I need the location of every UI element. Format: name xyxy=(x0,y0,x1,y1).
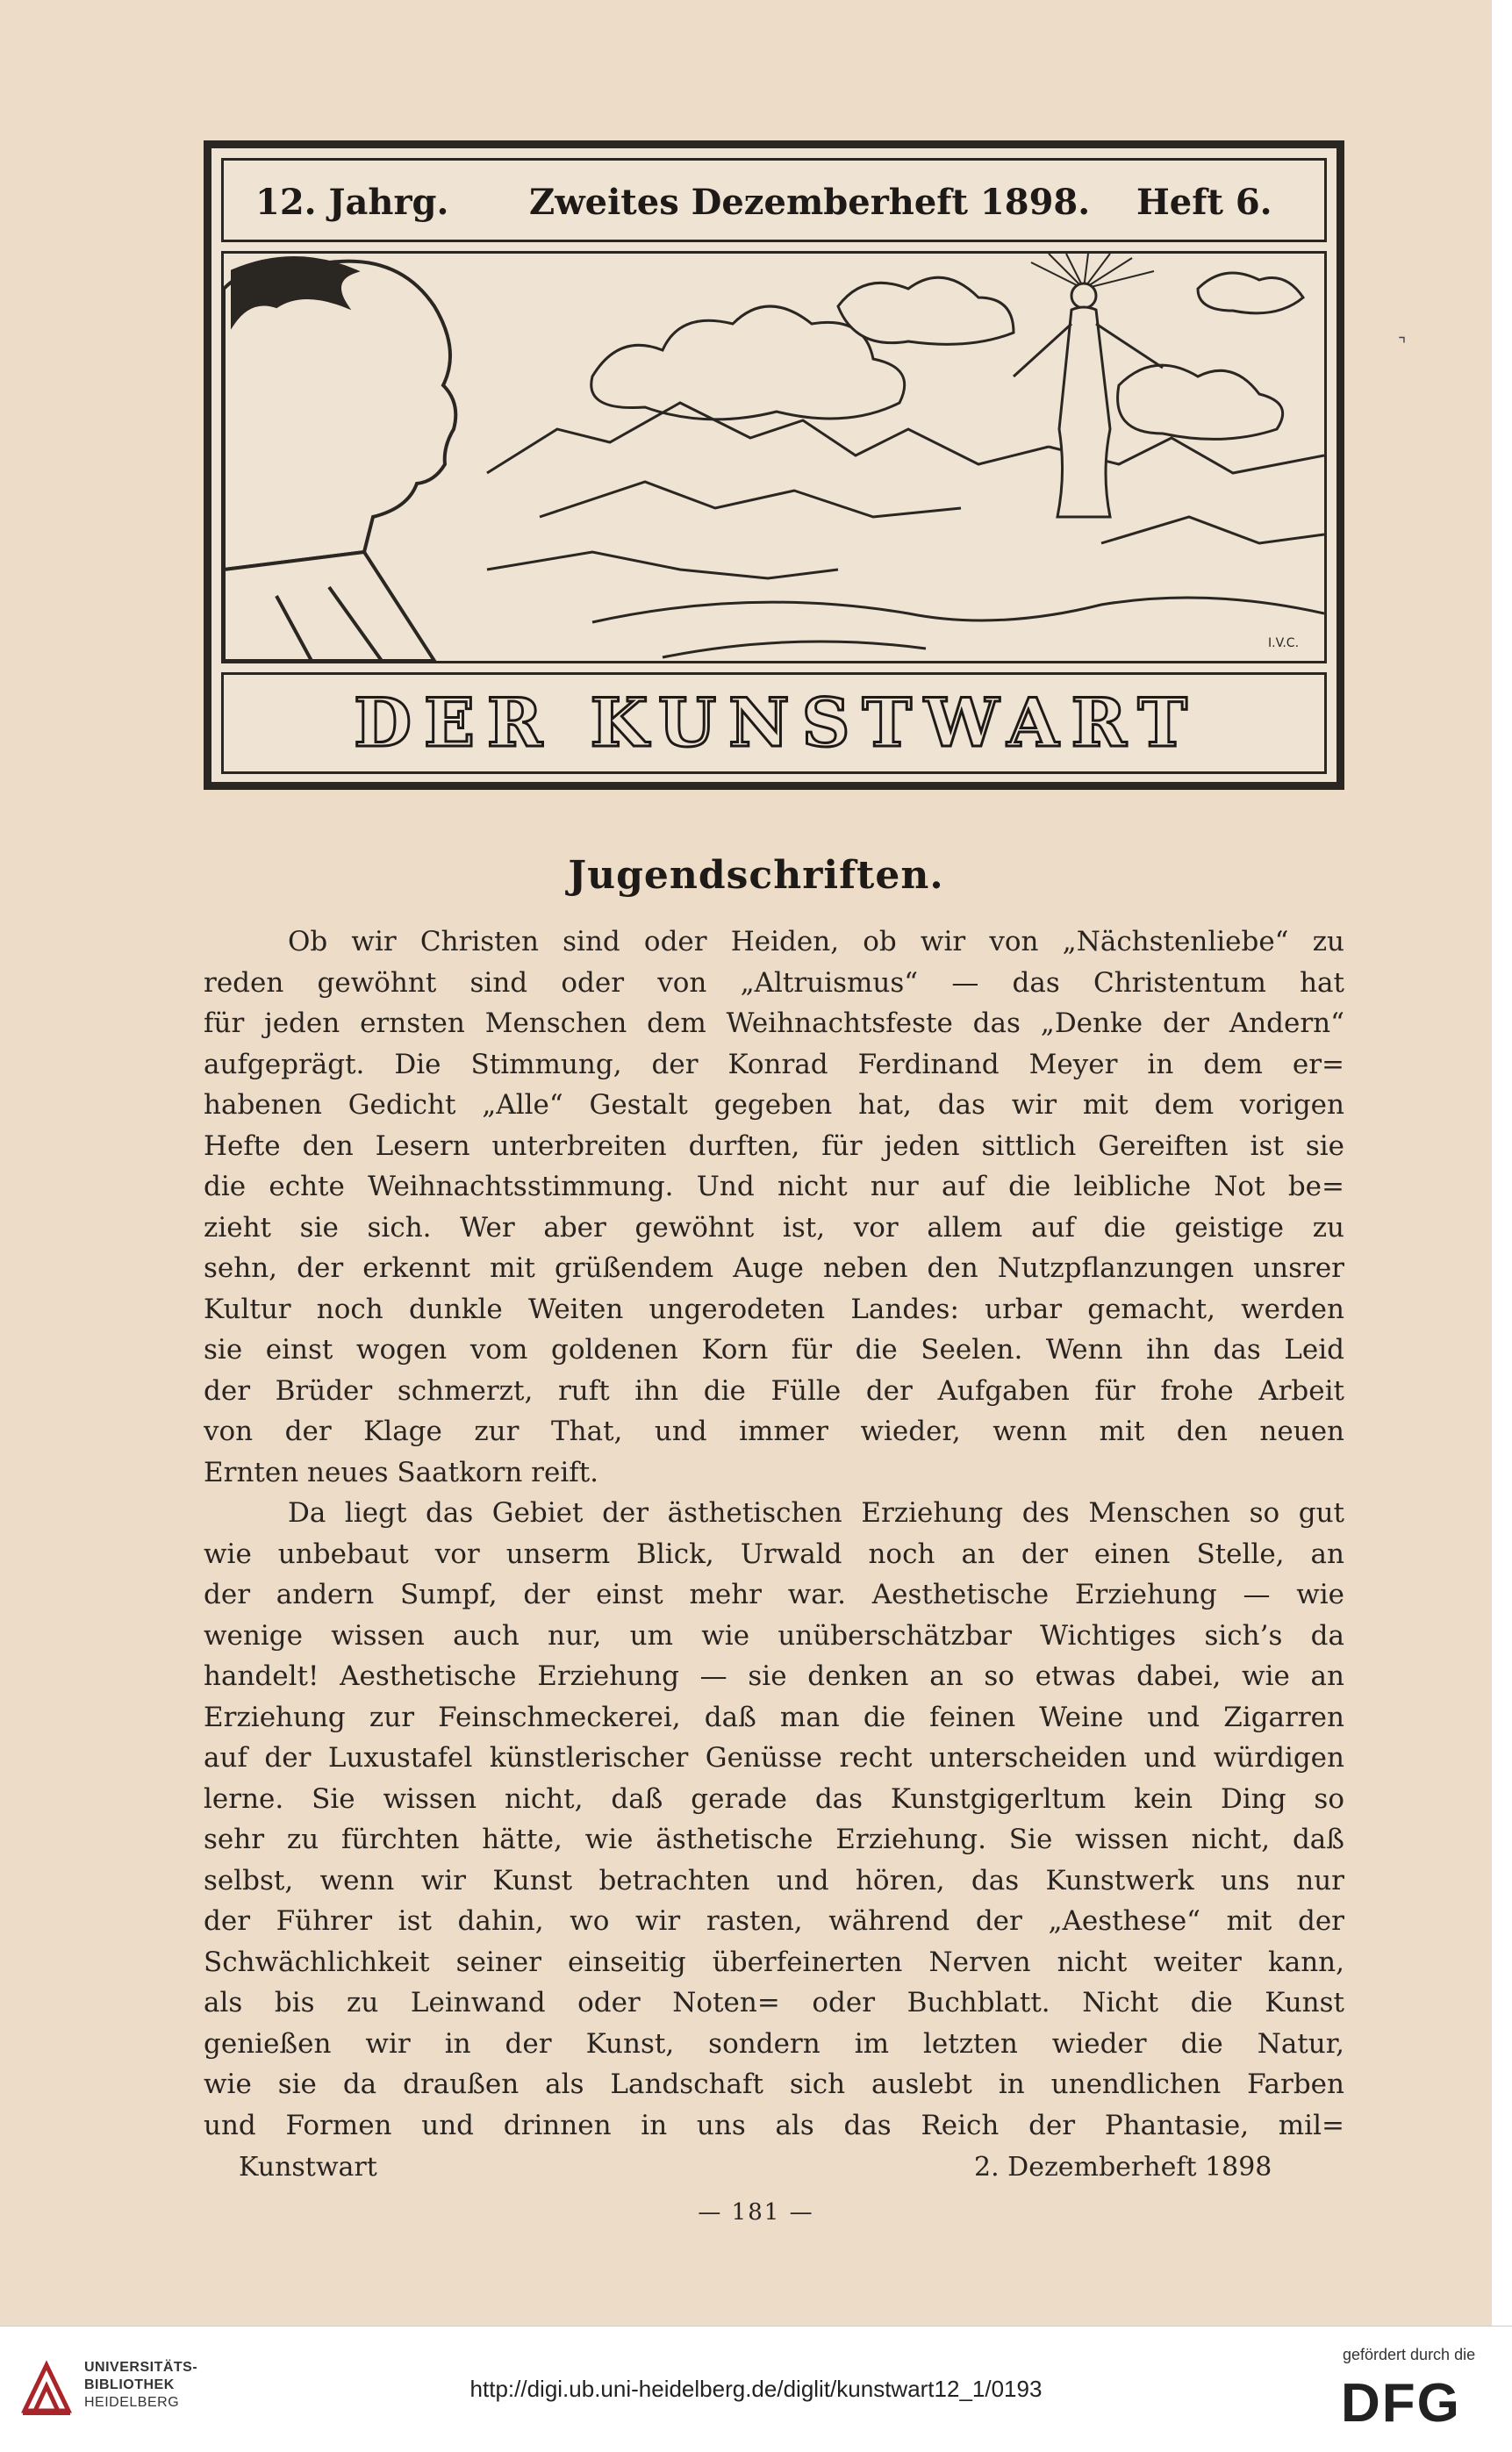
funded-by-label: gefördert durch die xyxy=(1343,2346,1476,2363)
text-line: Da liegt das Gebiet der ästhetischen Erziehung des Menschen so gut xyxy=(288,1497,1344,1529)
text-line: der Führer ist dahin, wo wir rasten, während der „Aesthese“ mit der xyxy=(204,1905,1344,1937)
text-line: Ob wir Christen sind oder Heiden, ob wir von „Nächstenliebe“ zu xyxy=(288,926,1344,957)
text-line: auf der Luxustafel künstlerischer Genüsse recht unterscheiden und würdigen xyxy=(204,1742,1344,1774)
article-title: Jugendschriften. xyxy=(568,853,944,898)
article-body xyxy=(204,921,1344,2146)
running-footer-right: 2. Dezemberheft 1898 xyxy=(974,2152,1272,2183)
masthead-logo-box xyxy=(221,672,1327,774)
text-line: Erziehung zur Feinschmeckerei, daß man die feinen Weine und Zigarren xyxy=(204,1701,1344,1733)
text-line: lerne. Sie wissen nicht, daß gerade das Kunstgigerltum kein Ding so xyxy=(204,1782,1344,1815)
text-line: zieht sie sich. Wer aber gewöhnt ist, vor allem auf die geistige zu xyxy=(204,1211,1344,1244)
permalink-url[interactable]: http://digi.ub.uni-heidelberg.de/diglit/kunstwart12_1/0193 xyxy=(469,2376,1043,2402)
artist-monogram: I.V.C. xyxy=(1268,636,1300,650)
text-line: der Brüder schmerzt, ruft ihn die Fülle der Aufgaben für frohe Arbeit xyxy=(204,1374,1344,1407)
text-line: selbst, wenn wir Kunst betrachten und hören, das Kunstwerk uns nur xyxy=(204,1864,1344,1896)
dfg-logo[interactable]: DFG xyxy=(1341,2373,1461,2434)
landscape-engraving xyxy=(224,254,1324,661)
text-line: wenige wissen auch nur, um wie unüberschätzbar Wichtiges sich’s da xyxy=(204,1619,1344,1652)
text-line: genießen wir in der Kunst, sondern im letzten wieder die Natur, xyxy=(204,2027,1344,2060)
text-line: aufgeprägt. Die Stimmung, der Konrad Ferdinand Meyer in dem er= xyxy=(204,1048,1344,1080)
masthead-illustration xyxy=(221,251,1327,663)
text-line: Schwächlichkeit seiner einseitig überfeinerten Nerven nicht weiter kann, xyxy=(204,1946,1344,1978)
text-line: Hefte den Lesern unterbreiten durften, für jeden sittlich Gereiften ist sie xyxy=(204,1129,1344,1162)
text-line: sie einst wogen vom goldenen Korn für die Seelen. Wenn ihn das Leid xyxy=(204,1334,1344,1366)
text-line: für jeden ernsten Menschen dem Weihnachtsfeste das „Denke der Andern“ xyxy=(204,1007,1344,1039)
margin-mark: ⌝ xyxy=(1398,333,1407,355)
text-line: Kultur noch dunkle Weiten ungerodeten Landes: urbar gemacht, werden xyxy=(204,1293,1344,1325)
issue-header-strip xyxy=(221,158,1327,242)
volume-label: 12. Jahrg. xyxy=(255,182,449,223)
text-line: von der Klage zur That, und immer wieder, wenn mit den neuen xyxy=(204,1416,1344,1447)
institution-line-3: HEIDELBERG xyxy=(84,2395,180,2410)
text-line: wie sie da draußen als Landschaft sich auslebt in unendlichen Farben xyxy=(204,2068,1344,2100)
text-line: als bis zu Leinwand oder Noten= oder Buchblatt. Nicht die Kunst xyxy=(204,1987,1344,2018)
page-number: — 181 — xyxy=(698,2199,814,2226)
text-line: der andern Sumpf, der einst mehr war. Aesthetische Erziehung — wie xyxy=(204,1579,1344,1610)
page-margin xyxy=(1492,0,1512,2326)
text-line: handelt! Aesthetische Erziehung — sie denken an so etwas dabei, wie an xyxy=(204,1660,1344,1692)
text-line: reden gewöhnt sind oder von „Altruismus“ — das Christentum hat xyxy=(204,966,1344,999)
viewer-footer-bar xyxy=(0,2326,1512,2452)
text-line: Ernten neues Saatkorn reift. xyxy=(204,1456,599,1488)
text-line: sehr zu fürchten hätte, wie ästhetische Erziehung. Sie wissen nicht, daß xyxy=(204,1824,1344,1855)
text-line: die echte Weihnachtsstimmung. Und nicht nur auf die leibliche Not be= xyxy=(204,1171,1344,1202)
text-line: wie unbebaut vor unserm Blick, Urwald noch an der einen Stelle, an xyxy=(204,1538,1344,1570)
masthead-title: DER KUNSTWART xyxy=(354,684,1200,762)
issue-number: Heft 6. xyxy=(1136,182,1272,223)
institution-line-2: BIBLIOTHEK xyxy=(84,2377,175,2392)
text-line: sehn, der erkennt mit grüßendem Auge neben den Nutzpflanzungen unsrer xyxy=(204,1252,1344,1284)
text-line: und Formen und drinnen in uns als das Reich der Phantasie, mil= xyxy=(204,2109,1344,2141)
institution-line-1: UNIVERSITÄTS- xyxy=(84,2360,198,2375)
issue-title: Zweites Dezemberheft 1898. xyxy=(529,182,1091,223)
text-line: habenen Gedicht „Alle“ Gestalt gegeben hat, das wir mit dem vorigen xyxy=(204,1089,1344,1121)
running-footer-left: Kunstwart xyxy=(239,2152,377,2183)
